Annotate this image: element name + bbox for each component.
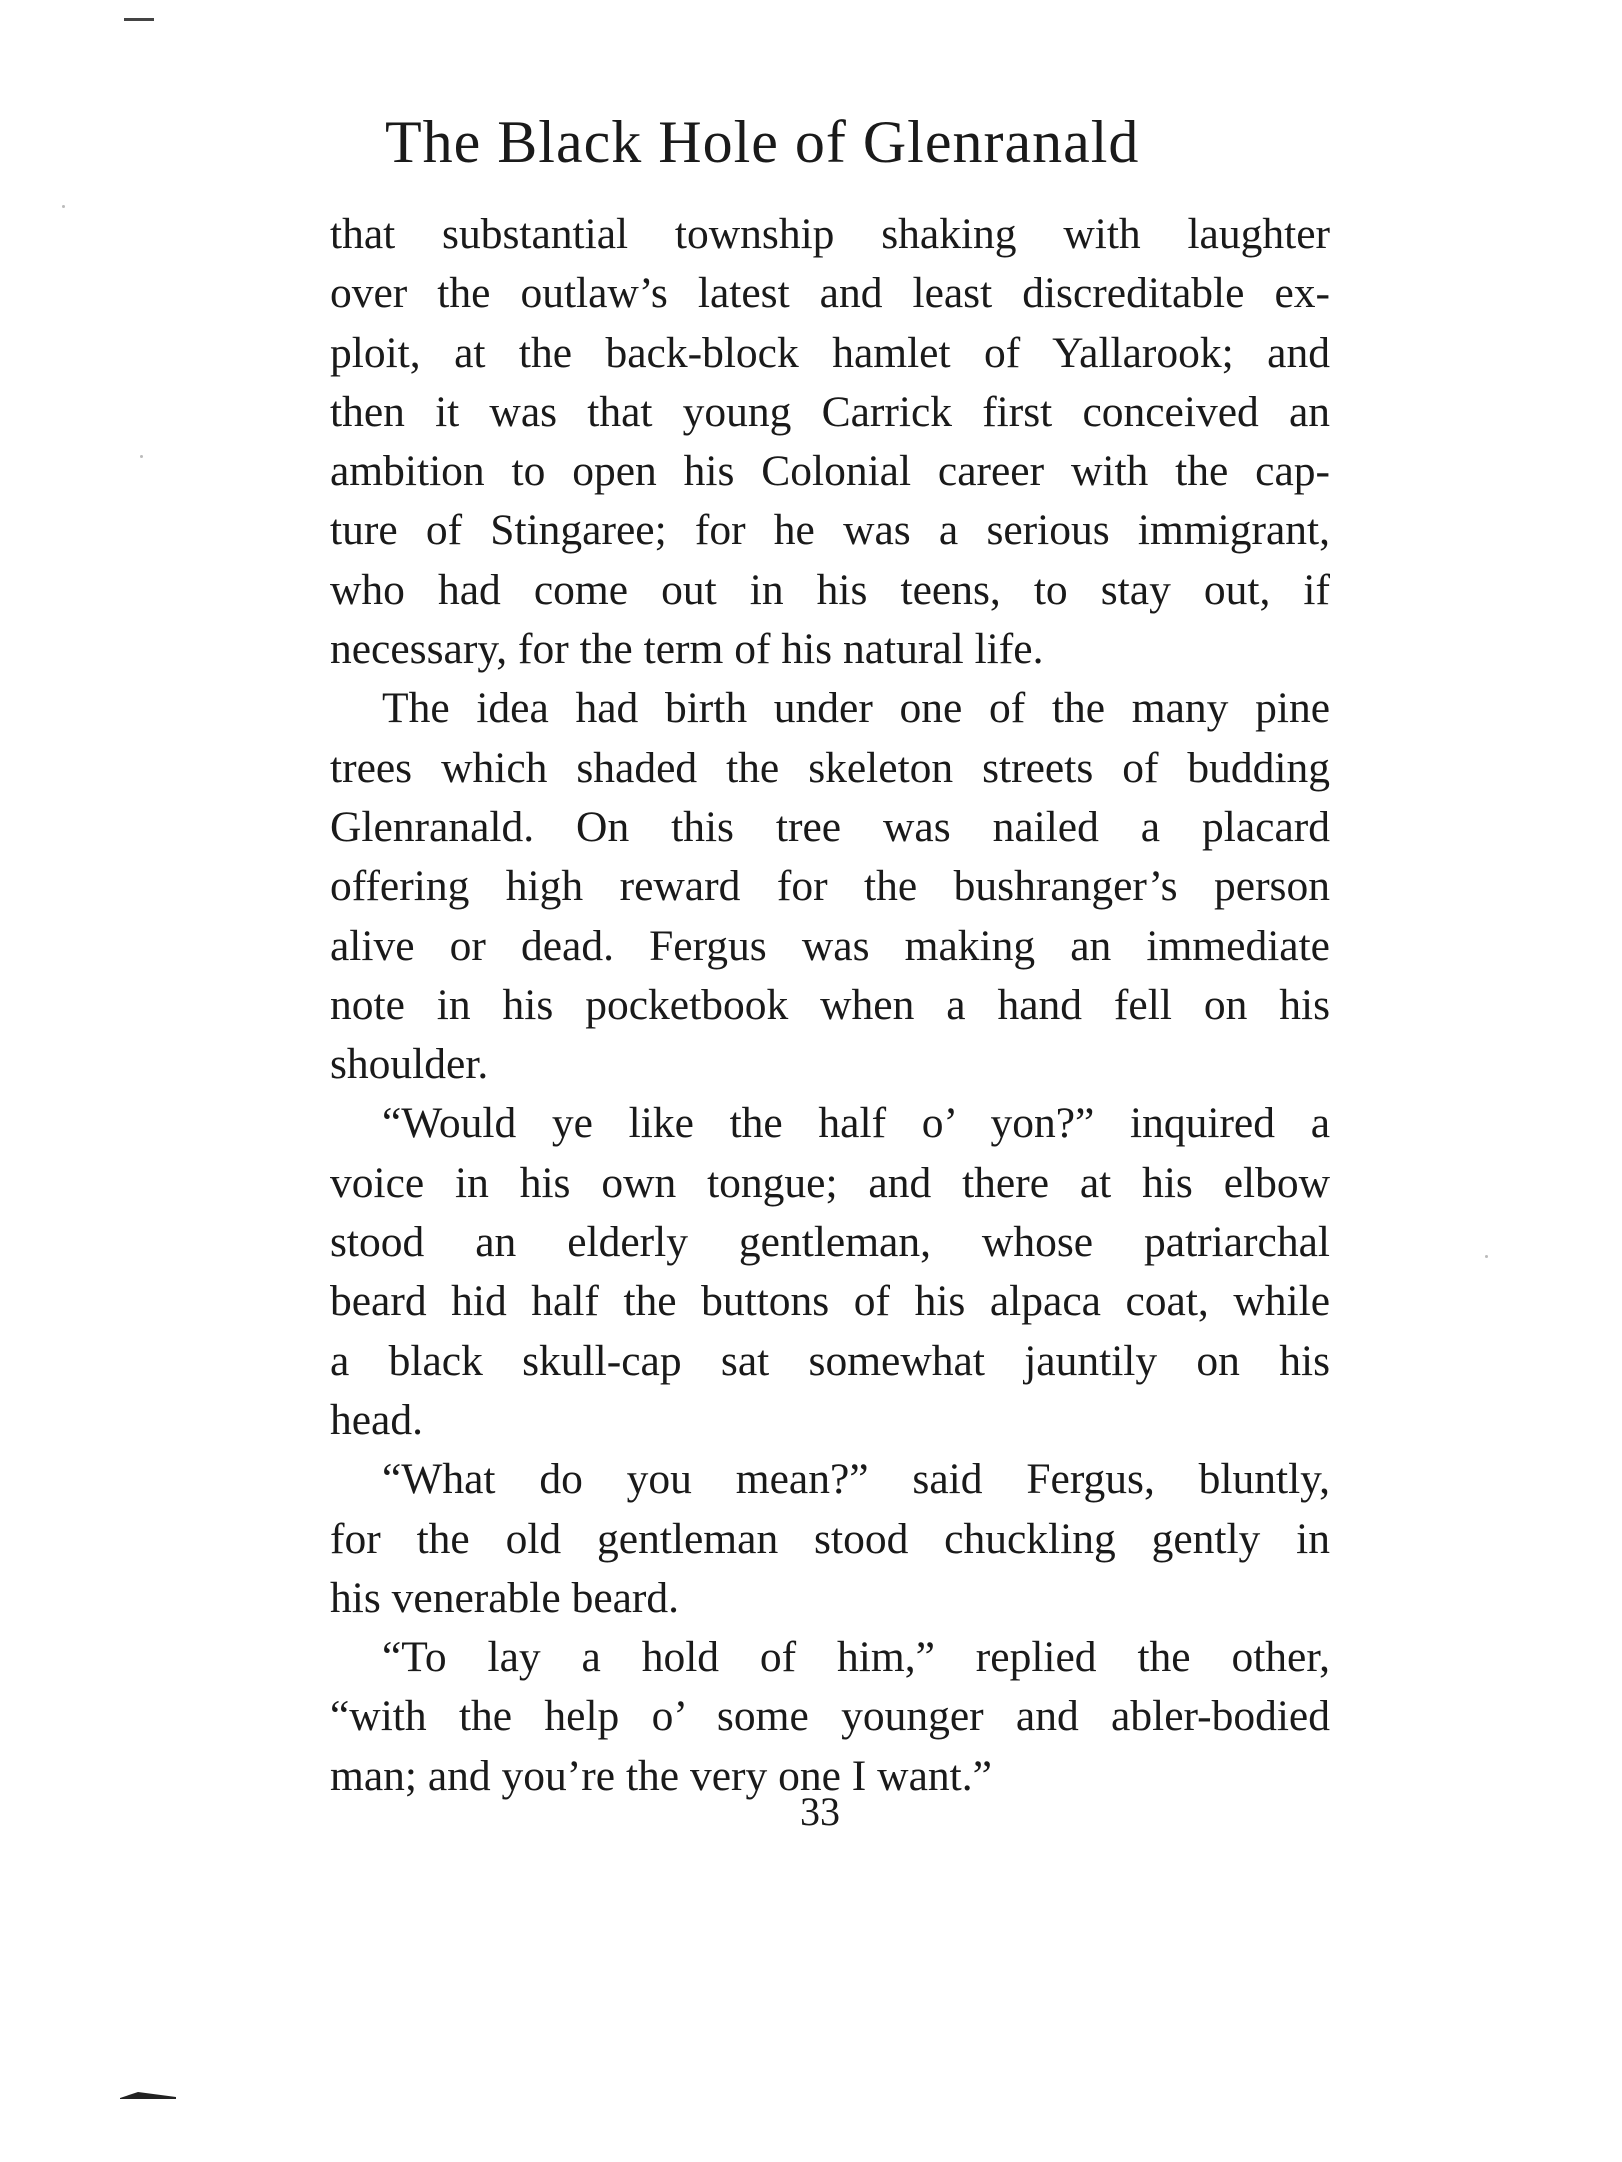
text-line: alive or dead. Fergus was making an immediate (330, 921, 1330, 970)
text-line: necessary, for the term of his natural life. (330, 625, 1044, 674)
text-line: ture of Stingaree; for he was a serious immigrant, (330, 506, 1330, 555)
paragraph (330, 205, 1330, 679)
text-line: Glenranald. On this tree was nailed a placard (330, 802, 1330, 851)
paragraph (330, 1450, 1330, 1628)
text-line: beard hid half the buttons of his alpaca coat, while (330, 1277, 1330, 1326)
text-line: “To lay a hold of him,” replied the other, (382, 1633, 1330, 1682)
text-line: for the old gentleman stood chuckling gently in (330, 1514, 1330, 1563)
running-head: The Black Hole of Glenranald (385, 109, 1140, 175)
text-line: who had come out in his teens, to stay out, if (330, 565, 1330, 614)
paragraph (330, 1094, 1330, 1450)
paragraph (330, 679, 1330, 1094)
text-line: “with the help o’ some younger and abler-bodied (330, 1692, 1330, 1741)
text-line: voice in his own tongue; and there at his elbow (330, 1158, 1330, 1207)
scan-speck (1485, 1255, 1488, 1258)
text-line: ploit, at the back-block hamlet of Yallarook; and (330, 328, 1330, 377)
text-line: shoulder. (330, 1040, 489, 1089)
text-line: over the outlaw’s latest and least discreditable ex- (330, 269, 1330, 318)
scan-edge-mark (120, 2090, 176, 2100)
text-line: a black skull-cap sat somewhat jauntily on his (330, 1336, 1330, 1385)
text-line: “Would ye like the half o’ yon?” inquired a (382, 1099, 1330, 1148)
text-line: ambition to open his Colonial career with the cap- (330, 447, 1330, 496)
text-line: head. (330, 1395, 423, 1444)
paragraph (330, 1628, 1330, 1806)
corner-scan-mark (124, 18, 154, 21)
text-line: his venerable beard. (330, 1573, 680, 1622)
scan-speck (62, 205, 65, 208)
text-line: then it was that young Carrick first conceived an (330, 387, 1330, 436)
text-line: that substantial township shaking with laughter (330, 210, 1330, 258)
text-line: offering high reward for the bushranger’s person (330, 862, 1330, 911)
text-line: stood an elderly gentleman, whose patriarchal (330, 1218, 1330, 1267)
text-line: trees which shaded the skeleton streets of budding (330, 743, 1330, 792)
text-line: note in his pocketbook when a hand fell on his (330, 980, 1330, 1029)
text-line: “What do you mean?” said Fergus, bluntly, (382, 1455, 1330, 1504)
text-line: man; and you’re the very one I want.” (330, 1751, 992, 1800)
page-number: 33 (800, 1789, 840, 1834)
text-line: The idea had birth under one of the many pine (382, 684, 1330, 733)
scan-speck (140, 455, 143, 458)
body-text (330, 205, 1330, 1806)
